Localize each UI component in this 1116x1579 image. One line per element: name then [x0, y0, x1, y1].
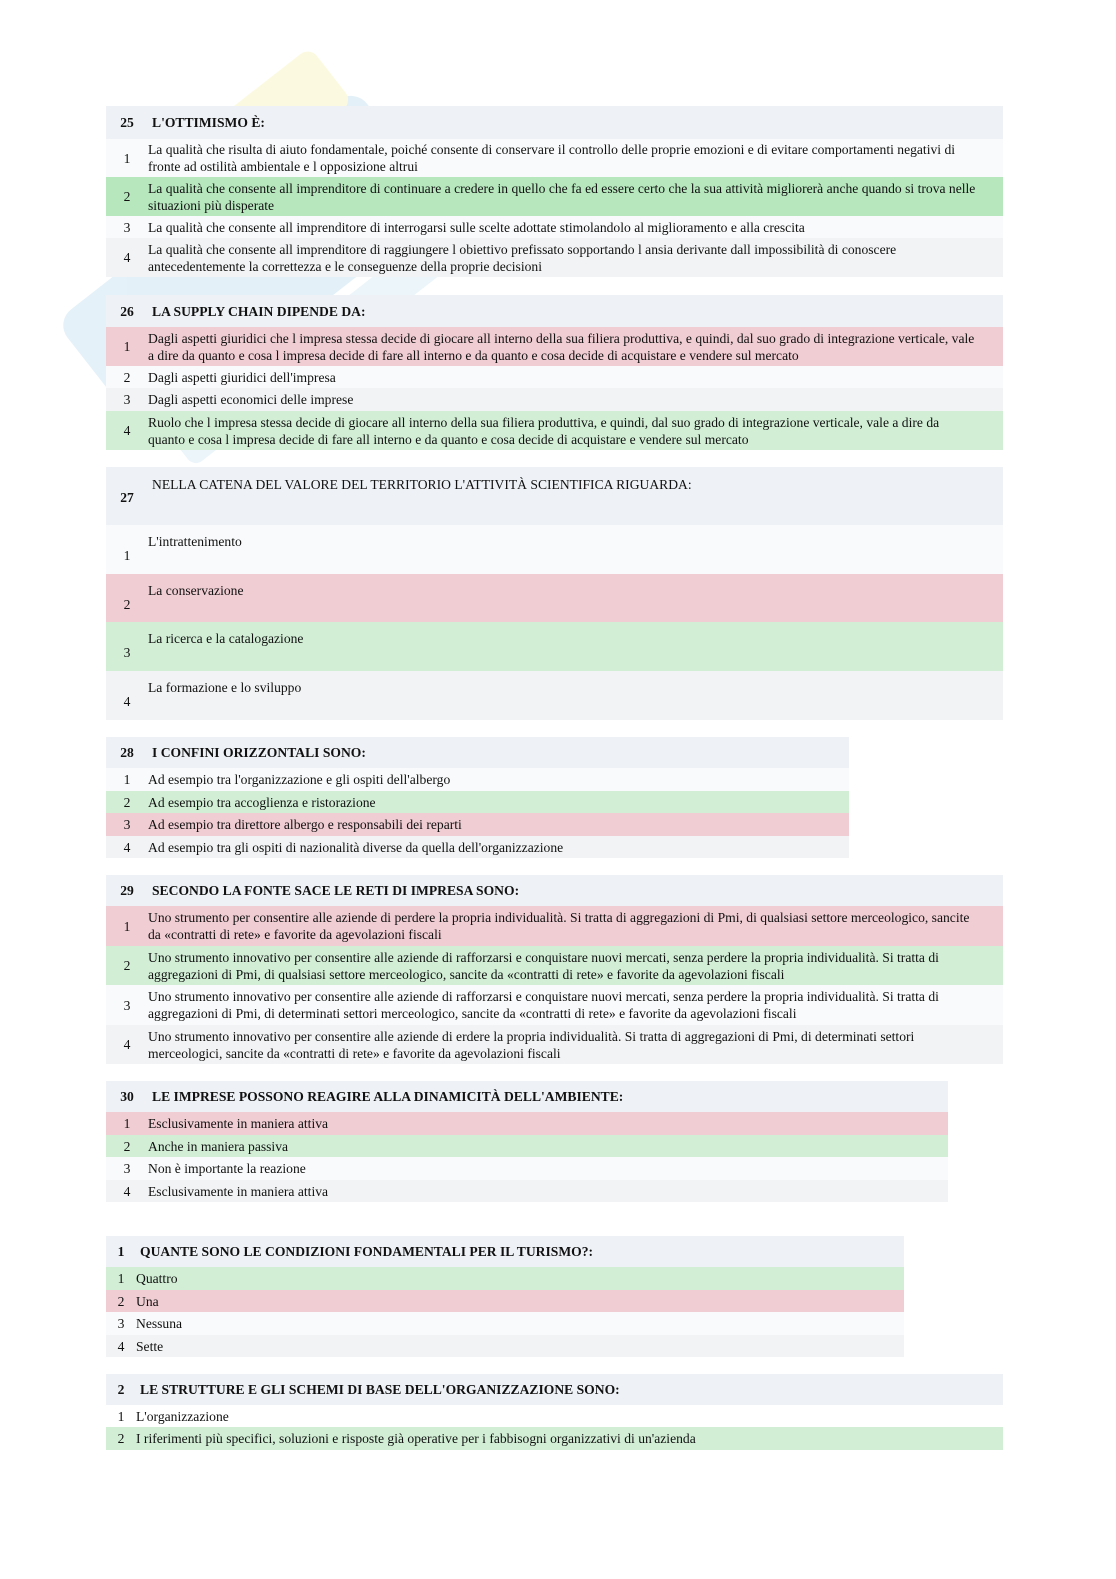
- answer-text: Ruolo che l impresa stessa decide di giocare all interno della sua filiera produttiva, e quindi, dal suo grado di integrazione verticale, vale a dire da quanto e cosa l impresa decide di fare all interno e da quanto e cosa decide di acquistare e vendere sul mercato: [148, 414, 940, 447]
- answer-row-wrong: [106, 813, 849, 836]
- answer-text: La qualità che risulta di aiuto fondamentale, poiché consente di conservare il controllo delle proprie emozioni e di evitare comportamenti negativi di fronte ad ostilità ambientale e l opposizione altrui: [148, 142, 956, 174]
- question-header: [106, 467, 1003, 525]
- question-text: SECONDO LA FONTE SACE LE RETI DI IMPRESA SONO:: [152, 883, 520, 898]
- answer-text: Ad esempio tra accoglienza e ristorazione: [148, 794, 376, 810]
- answer-text: La qualità che consente all imprenditore di continuare a credere in quello che fa ed essere certo che la sua attività migliorerà anche quando si trova nelle situazioni più disperate: [148, 180, 976, 213]
- question-block-27: [106, 467, 1003, 720]
- answer-number: 4: [123, 250, 131, 265]
- answer-text: Dagli aspetti giuridici che l impresa stessa decide di giocare all interno della sua filiera produttiva, e quindi, dal suo grado di integrazione verticale, vale a dire da quanto e cosa l impresa decide di fare all interno e da quanto e cosa decide di acquistare e vendere sul mercato: [148, 330, 975, 363]
- answer-number: 4: [123, 839, 131, 855]
- answer-row-wrong: [106, 327, 1003, 366]
- answer-text: Ad esempio tra gli ospiti di nazionalità diverse da quella dell'organizzazione: [148, 839, 564, 855]
- answer-number: 1: [123, 548, 131, 563]
- answer-text: Uno strumento innovativo per consentire alle aziende di rafforzarsi e conquistare nuovi mercati, senza perdere la propria individualità. Si tratta di aggregazioni di Pmi, di determinati settori merceologico, sancite da «contratti di rete» e favorite da agevolazioni fiscali: [148, 989, 939, 1021]
- answer-row: [106, 139, 1003, 177]
- answer-number: 2: [117, 1293, 125, 1309]
- answer-text: La ricerca e la catalogazione: [148, 631, 304, 646]
- answer-row: [106, 1157, 948, 1180]
- answer-number: 2: [123, 1138, 131, 1154]
- answer-row: [106, 1335, 904, 1357]
- answer-row-correct: [106, 622, 1003, 671]
- answer-row-correct: [106, 1267, 904, 1290]
- answer-row: [106, 1312, 904, 1335]
- question-text: NELLA CATENA DEL VALORE DEL TERRITORIO L'ATTIVITÀ SCIENTIFICA RIGUARDA:: [152, 477, 692, 492]
- answer-row-correct: [106, 411, 1003, 450]
- question-block-26: [106, 295, 1003, 450]
- answer-row-wrong: [106, 1112, 948, 1135]
- question-text: QUANTE SONO LE CONDIZIONI FONDAMENTALI PER IL TURISMO?:: [140, 1244, 594, 1259]
- question-number: 29: [120, 883, 134, 898]
- answer-text: Non è importante la reazione: [148, 1161, 306, 1176]
- answer-number: 1: [123, 918, 131, 934]
- answer-text: Sette: [136, 1338, 164, 1354]
- answer-text: Anche in maniera passiva: [148, 1138, 289, 1154]
- answer-number: 1: [123, 339, 131, 354]
- answer-number: 4: [123, 423, 131, 438]
- answer-number: 4: [123, 1037, 131, 1052]
- answer-row: [106, 525, 1003, 574]
- answer-text: Una: [136, 1293, 159, 1309]
- answer-text: Nessuna: [136, 1316, 183, 1331]
- answer-text: La formazione e lo sviluppo: [148, 680, 302, 695]
- question-header: [106, 295, 1003, 327]
- question-block-2: [106, 1374, 1003, 1450]
- answer-row: [106, 366, 1003, 388]
- answer-row-wrong: [106, 1290, 904, 1312]
- answer-number: 2: [123, 369, 131, 385]
- question-block-25: [106, 106, 1003, 277]
- answer-number: 4: [123, 694, 131, 709]
- answer-text: La qualità che consente all imprenditore di raggiungere l obiettivo prefissato sopportando l ansia derivante dall impossibilità di conoscere antecedentemente la correttezza e le conseguenze della proprie decisioni: [148, 241, 897, 274]
- answer-number: 1: [117, 1408, 125, 1424]
- answer-row: [106, 1180, 948, 1202]
- answer-text: Quattro: [136, 1271, 178, 1286]
- question-header: [106, 1081, 948, 1112]
- answer-text: Uno strumento innovativo per consentire alle aziende di erdere la propria individualità. Si tratta di aggregazioni di Pmi, di determinati settori merceologici, sancite da «contratti di rete» e favorite da agevolazioni fiscali: [148, 1028, 915, 1061]
- answer-row: [106, 238, 1003, 277]
- question-text: I CONFINI ORIZZONTALI SONO:: [152, 745, 366, 760]
- question-number: 30: [120, 1089, 134, 1104]
- answer-number: 1: [117, 1271, 125, 1286]
- answer-text: Ad esempio tra l'organizzazione e gli ospiti dell'albergo: [148, 772, 451, 787]
- answer-row: [106, 1405, 1003, 1427]
- question-header: [106, 106, 1003, 139]
- answer-text: I riferimenti più specifici, soluzioni e risposte già operative per i fabbisogni organizzativi di un'azienda: [136, 1431, 696, 1446]
- answer-row: [106, 216, 1003, 238]
- answer-row: [106, 768, 849, 791]
- question-header: [106, 737, 849, 768]
- answer-number: 1: [123, 772, 131, 787]
- answer-row-wrong: [106, 906, 1003, 946]
- answer-number: 3: [123, 1161, 131, 1176]
- answer-row: [106, 671, 1003, 720]
- answer-number: 2: [123, 958, 131, 973]
- answer-row: [106, 985, 1003, 1025]
- answer-number: 3: [123, 219, 131, 235]
- question-text: L'OTTIMISMO È:: [152, 115, 265, 130]
- answer-row: [106, 836, 849, 858]
- question-header: [106, 1374, 1003, 1405]
- answer-number: 4: [123, 1183, 131, 1199]
- question-number: 1: [117, 1244, 125, 1259]
- question-number: 26: [120, 303, 134, 319]
- question-block-1: [106, 1236, 904, 1357]
- question-header: [106, 1236, 904, 1267]
- answer-row-correct: [106, 177, 1003, 216]
- answer-text: Esclusivamente in maniera attiva: [148, 1183, 329, 1199]
- question-number: 28: [120, 745, 134, 760]
- answer-row: [106, 388, 1003, 411]
- question-text: LE STRUTTURE E GLI SCHEMI DI BASE DELL'ORGANIZZAZIONE SONO:: [140, 1382, 620, 1397]
- answer-text: Uno strumento innovativo per consentire alle aziende di rafforzarsi e conquistare nuovi mercati, senza perdere la propria individualità. Si tratta di aggregazioni di Pmi, di qualsiasi settore merceologico, sancite da «contratti di rete» e favorite da agevolazioni fiscali: [148, 949, 939, 982]
- answer-text: Uno strumento per consentire alle aziende di perdere la propria individualità. Si tratta di aggregazioni di Pmi, di qualsiasi settore merceologico, sancite da «contratti di rete» e favorite da agevolazioni fiscali: [148, 910, 970, 942]
- question-number: 27: [120, 490, 134, 505]
- answer-text: Dagli aspetti economici delle imprese: [148, 392, 354, 407]
- answer-number: 3: [123, 645, 131, 660]
- question-block-30: [106, 1081, 948, 1202]
- answer-number: 1: [123, 1116, 131, 1131]
- answer-text: Esclusivamente in maniera attiva: [148, 1116, 329, 1131]
- answer-number: 3: [123, 997, 131, 1013]
- question-text: LE IMPRESE POSSONO REAGIRE ALLA DINAMICITÀ DELL'AMBIENTE:: [152, 1089, 624, 1104]
- answer-row-correct: [106, 946, 1003, 985]
- answer-number: 2: [123, 189, 131, 204]
- question-text: LA SUPPLY CHAIN DIPENDE DA:: [152, 303, 366, 319]
- question-header: [106, 875, 1003, 906]
- question-block-29: [106, 875, 1003, 1064]
- answer-text: Dagli aspetti giuridici dell'impresa: [148, 369, 336, 385]
- question-number: 2: [117, 1382, 125, 1397]
- question-number: 25: [120, 115, 134, 130]
- answer-number: 2: [117, 1431, 125, 1446]
- answer-text: La conservazione: [148, 583, 244, 598]
- answer-number: 3: [117, 1316, 125, 1331]
- answer-number: 3: [123, 817, 131, 832]
- answer-text: Ad esempio tra direttore albergo e responsabili dei reparti: [148, 817, 462, 832]
- answer-row-wrong: [106, 574, 1003, 622]
- answer-text: L'intrattenimento: [148, 534, 242, 549]
- answer-row-correct: [106, 1427, 1003, 1450]
- answer-row: [106, 1025, 1003, 1064]
- answer-row-correct: [106, 791, 849, 813]
- answer-number: 2: [123, 597, 131, 612]
- answer-row-correct: [106, 1135, 948, 1157]
- answer-text: L'organizzazione: [136, 1408, 229, 1424]
- answer-text: La qualità che consente all imprenditore di interrogarsi sulle scelte adottate stimolandolo al miglioramento e alla crescita: [148, 219, 805, 235]
- answer-number: 2: [123, 794, 131, 810]
- answer-number: 4: [117, 1338, 125, 1354]
- answer-number: 3: [123, 392, 131, 407]
- answer-number: 1: [123, 150, 131, 166]
- question-block-28: [106, 737, 849, 858]
